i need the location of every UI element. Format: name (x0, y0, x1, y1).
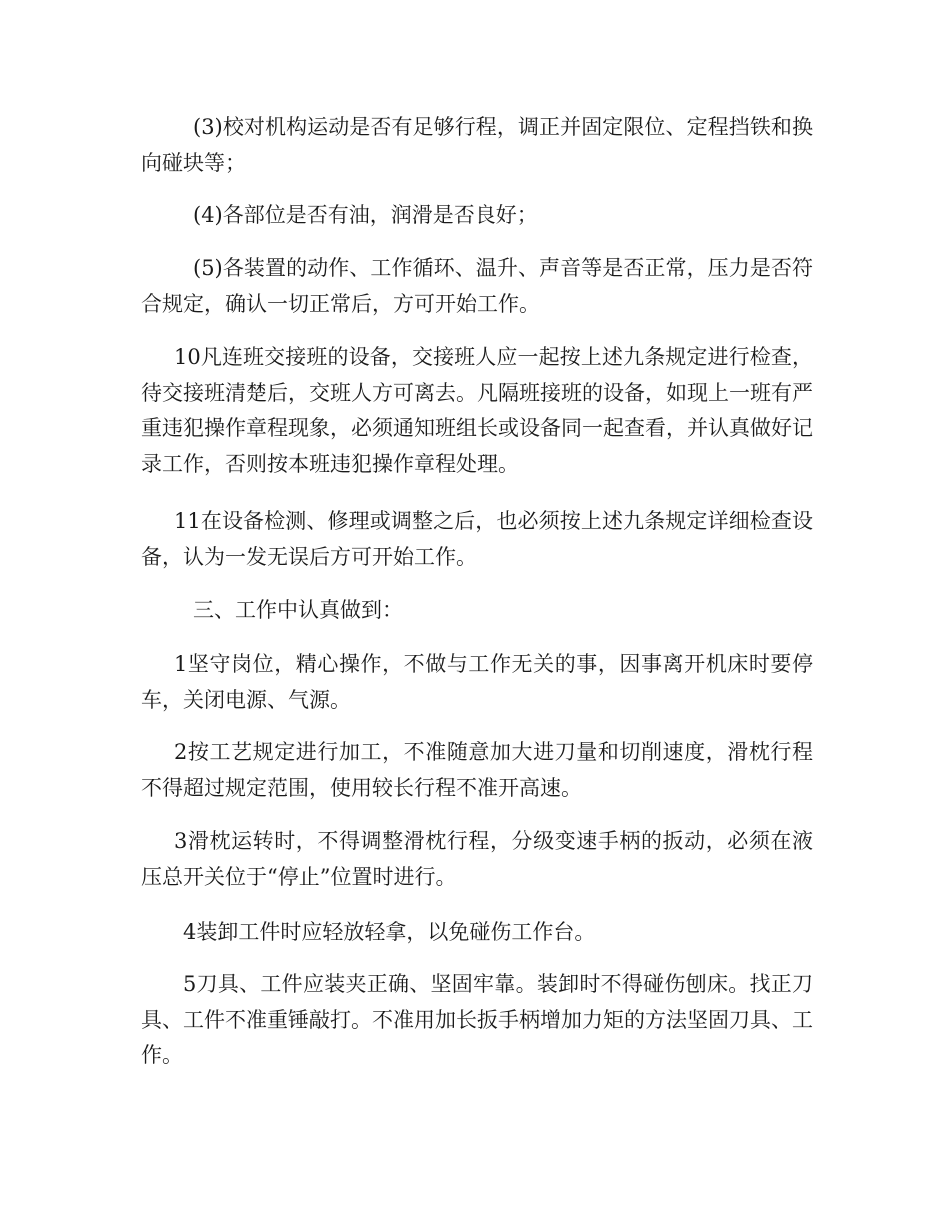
paragraph-item-3: (3)校对机构运动是否有足够行程，调正并固定限位、定程挡铁和换向碰块等； (141, 115, 813, 175)
paragraph-work-3: 3滑枕运转时，不得调整滑枕行程，分级变速手柄的扳动，必须在液压总开关位于“停止”位置时进行。 (141, 829, 813, 889)
paragraph-item-5: (5)各装置的动作、工作循环、温升、声音等是否正常，压力是否符合规定，确认一切正常后，方可开始工作。 (141, 256, 813, 316)
paragraph-work-5: 5刀具、工件应装夹正确、坚固牢靠。装卸时不得碰伤刨床。找正刀具、工件不准重锤敲打。不准用加长扳手柄增加力矩的方法坚固刀具、工作。 (141, 972, 813, 1067)
paragraph-rule-10: 10凡连班交接班的设备，交接班人应一起按上述九条规定进行检查，待交接班清楚后，交班人方可离去。凡隔班接班的设备，如现上一班有严重违犯操作章程现象，必须通知班组长或设备同一起查看，并认真做好记录工作，否则按本班违犯操作章程处理。 (141, 345, 813, 476)
paragraph-work-1: 1坚守岗位，精心操作，不做与工作无关的事，因事离开机床时要停车，关闭电源、气源。 (141, 652, 813, 712)
paragraph-rule-11: 11在设备检测、修理或调整之后，也必须按上述九条规定详细检查设备，认为一发无误后方可开始工作。 (141, 509, 813, 569)
paragraph-work-4: 4装卸工件时应轻放轻拿，以免碰伤工作台。 (183, 920, 596, 944)
paragraph-item-4: (4)各部位是否有油，润滑是否良好； (193, 203, 538, 227)
paragraph-work-2: 2按工艺规定进行加工，不准随意加大进刀量和切削速度，滑枕行程不得超过规定范围，使用较长行程不准开高速。 (141, 740, 813, 800)
section-heading: 三、工作中认真做到： (193, 598, 403, 622)
